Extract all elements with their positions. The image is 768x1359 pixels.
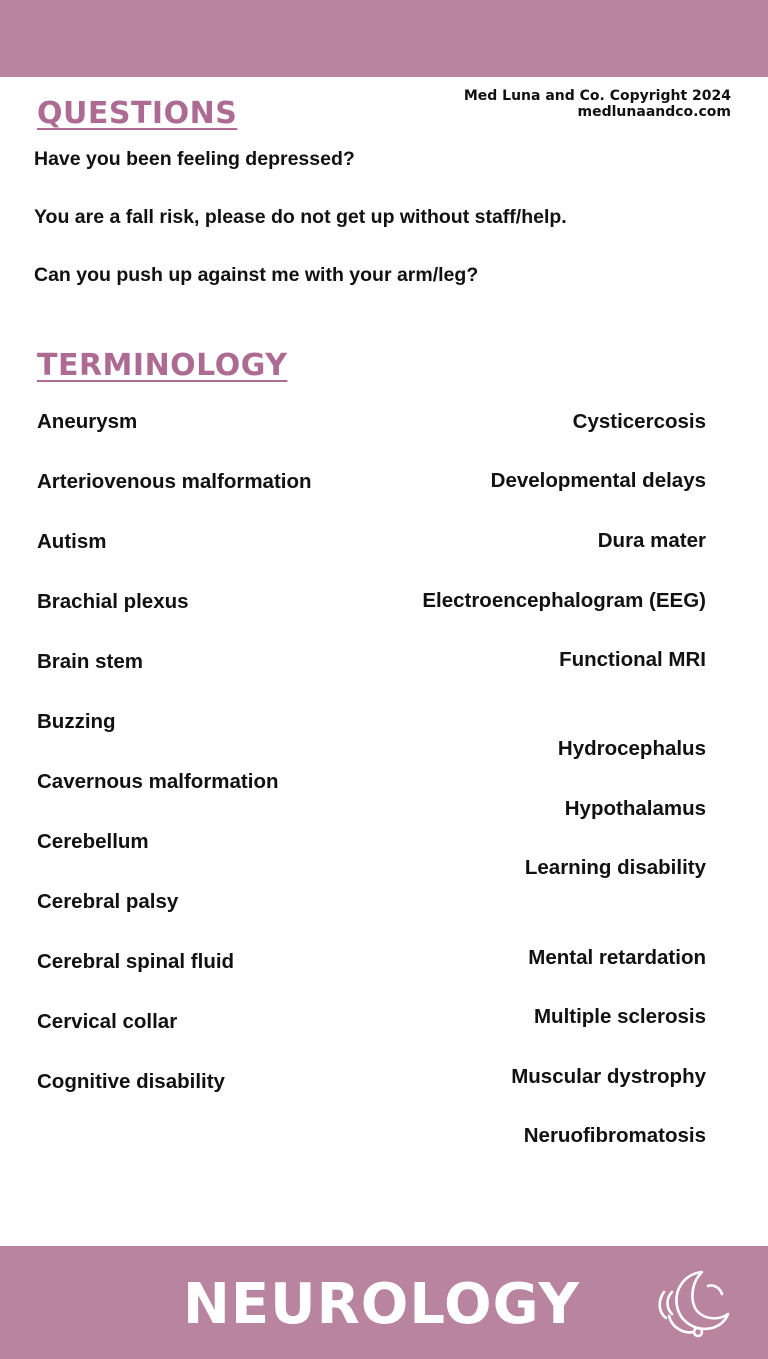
terminology-heading: TERMINOLOGY [37, 348, 288, 383]
moon-stethoscope-icon [650, 1262, 734, 1346]
term-right: Learning disability [524, 856, 706, 879]
term-left: Cognitive disability [37, 1070, 225, 1093]
term-left: Cerebral palsy [37, 890, 179, 913]
question-item: You are a fall risk, please do not get up without staff/help. [34, 206, 567, 228]
term-left: Autism [37, 530, 107, 553]
copyright-line: Med Luna and Co. Copyright 2024 [463, 88, 731, 104]
term-left: Cavernous malformation [37, 770, 279, 793]
question-item: Can you push up against me with your arm/leg? [34, 264, 479, 286]
term-right: Hydrocephalus [557, 737, 706, 760]
term-left: Cerebral spinal fluid [37, 950, 235, 973]
term-right: Developmental delays [490, 469, 706, 492]
question-item: Have you been feeling depressed? [34, 148, 355, 170]
term-left: Aneurysm [37, 410, 138, 433]
term-right: Electroencephalogram (EEG) [422, 589, 706, 612]
term-right: Muscular dystrophy [511, 1065, 706, 1088]
copyright-notice [464, 88, 731, 120]
term-right: Dura mater [597, 529, 706, 552]
term-right: Neruofibromatosis [523, 1124, 706, 1147]
term-right: Mental retardation [528, 946, 706, 969]
top-banner [0, 0, 768, 77]
term-left: Cerebellum [37, 830, 149, 853]
term-left: Arteriovenous malformation [37, 470, 312, 493]
term-right: Cysticercosis [572, 410, 706, 433]
term-right: Hypothalamus [564, 797, 706, 820]
term-left: Brain stem [37, 650, 143, 673]
term-left: Buzzing [37, 710, 116, 733]
term-right: Functional MRI [559, 648, 706, 671]
term-left: Cervical collar [37, 1010, 178, 1033]
footer-title: NEUROLOGY [183, 1272, 580, 1337]
term-left: Brachial plexus [37, 590, 189, 613]
questions-heading: QUESTIONS [37, 96, 238, 131]
term-right: Multiple sclerosis [533, 1005, 706, 1028]
website-text: medlunaandco.com [577, 104, 731, 120]
